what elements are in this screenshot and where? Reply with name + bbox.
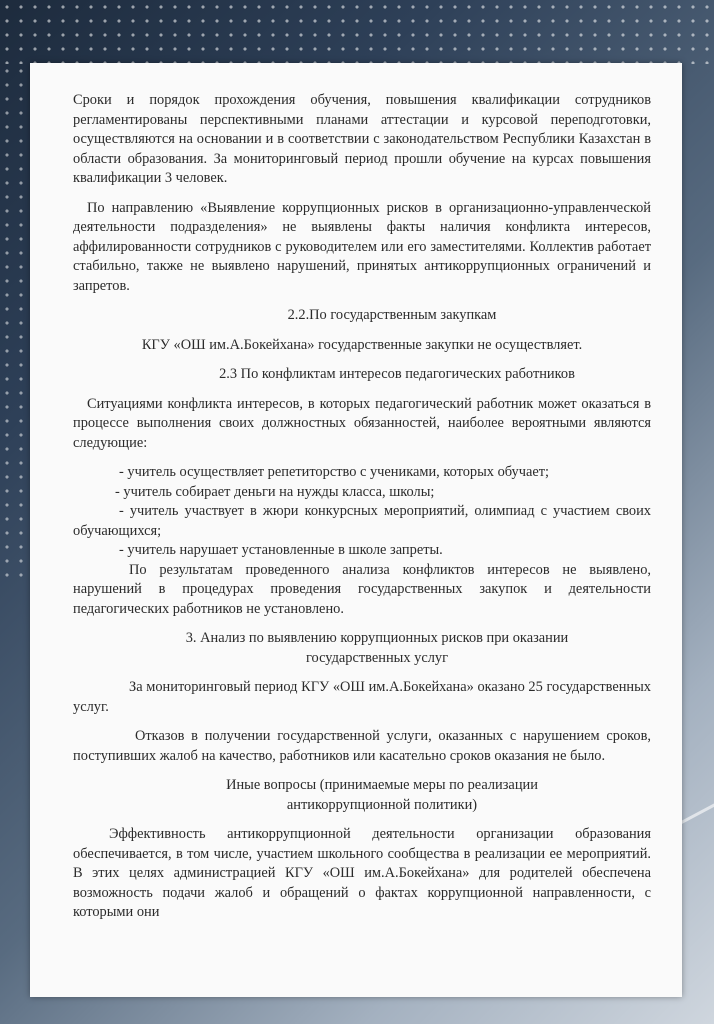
document-page [30, 63, 682, 997]
heading-other-questions: Иные вопросы (принимаемые меры по реализации [226, 777, 538, 793]
list-item-tutoring: - учитель осуществляет репетиторство с учениками, которых обучает; [119, 464, 550, 480]
heading-procurement: 2.2.По государственным закупкам [287, 307, 497, 323]
paragraph-effectiveness: Эффективность антикоррупционной деятельности организации образования обеспечивается, в том числе, участием школьного сообщества в реализации ее мероприятий. В этих целях администрацией КГУ «ОШ им.А.Бокейхана» для родителей обеспечена возможность подачи жалоб и обращений о фактах коррупционной направленности, с которыми они [73, 826, 651, 920]
paragraph-corruption-risks: По направлению «Выявление коррупционных рисков в организационно-управленческой деятельности подразделения» не выявлены факты наличия конфликта интересов, аффилированности сотрудников с руководителем или его заместителями. Коллектив работает стабильно, также не выявлено нарушений, принятых антикоррупционных ограничений и запретов. [73, 199, 651, 294]
paragraph-procurement: КГУ «ОШ им.А.Бокейхана» государственные закупки не осуществляет. [141, 336, 583, 353]
dot-pattern-top [0, 0, 714, 64]
heading-conflicts: 2.3 По конфликтам интересов педагогических работников [219, 366, 575, 382]
list-item-jury: - учитель участвует в жюри конкурсных мероприятий, олимпиад с участием своих обучающихся; [73, 503, 651, 539]
heading-public-services: 3. Анализ по выявлению коррупционных рисков при оказании [185, 630, 569, 646]
paragraph-conflict-results: По результатам проведенного анализа конфликтов интересов не выявлено, нарушений в процедурах проведения государственных закупок и деятельности педагогических работников не установлено. [73, 561, 651, 617]
paragraph-conflict-situations: Ситуациями конфликта интересов, в которых педагогический работник может оказаться в процессе выполнения своих должностных обязанностей, наиболее вероятными являются следующие: [73, 395, 651, 451]
dot-pattern-left [0, 64, 28, 584]
list-item-prohibitions: - учитель нарушает установленные в школе запреты. [119, 542, 443, 558]
list-item-money: - учитель собирает деньги на нужды класса, школы; [115, 483, 435, 500]
heading-public-services-cont: государственных услуг [306, 649, 448, 666]
paragraph-refusals: Отказов в получении государственной услуги, оказанных с нарушением сроков, поступивших жалоб на качество, работников или касательно сроков оказания не было. [73, 728, 651, 764]
document-body [73, 91, 651, 923]
paragraph-training: Сроки и порядок прохождения обучения, повышения квалификации сотрудников регламентированы перспективными планами аттестации и курсовой переподготовки, осуществляются на основании и в соответствии с законодательством Республики Казахстан в области образования. За мониторинговый период прошли обучение на курсах повышения квалификации 3 человек. [73, 92, 651, 186]
paragraph-services-count: За мониторинговый период КГУ «ОШ им.А.Бокейхана» оказано 25 государственных услуг. [73, 679, 651, 715]
heading-other-questions-cont: антикоррупционной политики) [286, 796, 478, 813]
